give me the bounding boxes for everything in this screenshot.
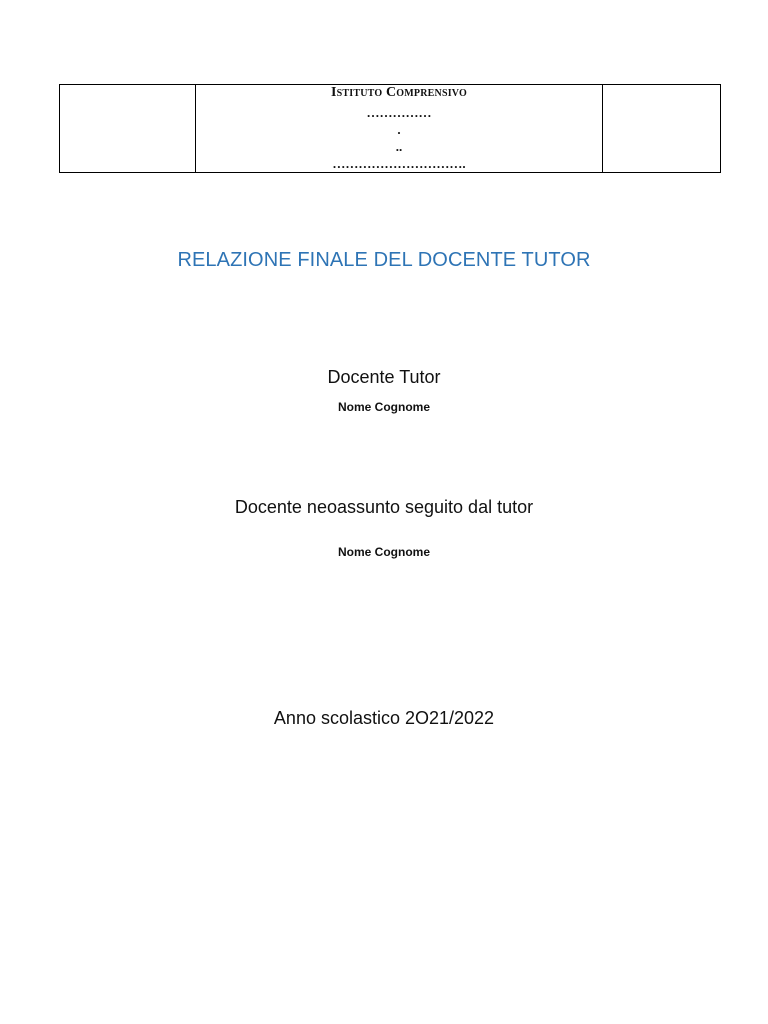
institute-block [196,85,602,172]
institute-name: Istituto Comprensivo [330,85,468,100]
neo-teacher-heading: Docente neoassunto seguito dal tutor [234,497,534,517]
school-year-heading: Anno scolastico 2O21/2022 [273,708,495,728]
header-cell-right [603,85,721,173]
institute-line-2: . [397,122,401,137]
institute-line-4: …………………………. [332,156,466,171]
institute-line-3: .. [395,139,403,154]
header-cell-center [196,85,603,173]
header-row [60,85,721,173]
tutor-heading: Docente Tutor [327,367,441,387]
institute-line-1: …………… [366,105,432,120]
document-title: RELAZIONE FINALE DEL DOCENTE TUTOR [177,249,591,271]
neo-teacher-name: Nome Cognome [337,545,430,559]
header-cell-left [60,85,196,173]
tutor-name: Nome Cognome [337,400,430,414]
header-table [59,84,721,173]
